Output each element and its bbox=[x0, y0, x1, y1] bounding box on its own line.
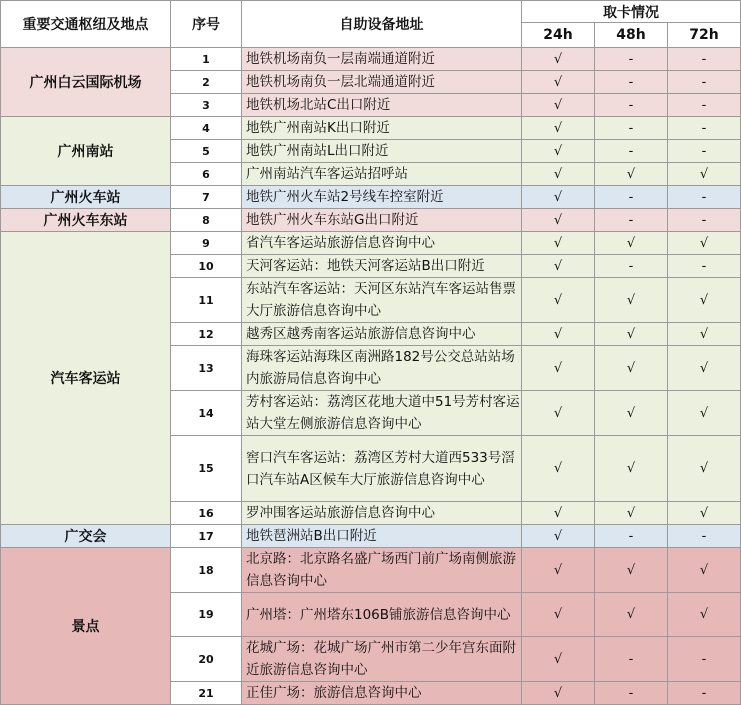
row-24h: √ bbox=[522, 502, 595, 525]
row-address: 广州南站汽车客运站招呼站 bbox=[242, 163, 522, 186]
row-24h: √ bbox=[522, 278, 595, 323]
row-address: 地铁机场北站C出口附近 bbox=[242, 94, 522, 117]
row-address: 地铁广州南站L出口附近 bbox=[242, 140, 522, 163]
row-48h: - bbox=[595, 186, 668, 209]
row-72h: √ bbox=[668, 436, 741, 502]
group-south-station: 广州南站 bbox=[1, 117, 171, 186]
row-48h: - bbox=[595, 71, 668, 94]
row-48h: √ bbox=[595, 593, 668, 637]
row-address: 罗冲围客运站旅游信息咨询中心 bbox=[242, 502, 522, 525]
row-72h: √ bbox=[668, 391, 741, 436]
row-48h: √ bbox=[595, 346, 668, 391]
row-72h: √ bbox=[668, 232, 741, 255]
row-address: 海珠客运站海珠区南洲路182号公交总站站场内旅游局信息咨询中心 bbox=[242, 346, 522, 391]
row-72h: √ bbox=[668, 163, 741, 186]
row-24h: √ bbox=[522, 593, 595, 637]
row-72h: - bbox=[668, 637, 741, 682]
row-48h: - bbox=[595, 48, 668, 71]
row-48h: √ bbox=[595, 163, 668, 186]
row-24h: √ bbox=[522, 391, 595, 436]
row-24h: √ bbox=[522, 323, 595, 346]
group-bus-stations: 汽车客运站 bbox=[1, 232, 171, 525]
row-48h: √ bbox=[595, 502, 668, 525]
row-24h: √ bbox=[522, 71, 595, 94]
row-24h: √ bbox=[522, 117, 595, 140]
row-no: 3 bbox=[171, 94, 242, 117]
row-48h: √ bbox=[595, 548, 668, 593]
row-24h: √ bbox=[522, 140, 595, 163]
row-no: 6 bbox=[171, 163, 242, 186]
row-address: 地铁广州火车东站G出口附近 bbox=[242, 209, 522, 232]
row-72h: - bbox=[668, 94, 741, 117]
group-east-railway-station: 广州火车东站 bbox=[1, 209, 171, 232]
row-48h: - bbox=[595, 209, 668, 232]
row-address: 窖口汽车客运站：荔湾区芳村大道西533号滘口汽车站A区候车大厅旅游信息咨询中心 bbox=[242, 436, 522, 502]
row-24h: √ bbox=[522, 232, 595, 255]
table-row bbox=[1, 209, 741, 232]
row-24h: √ bbox=[522, 163, 595, 186]
row-no: 4 bbox=[171, 117, 242, 140]
row-no: 13 bbox=[171, 346, 242, 391]
row-no: 2 bbox=[171, 71, 242, 94]
group-canton-fair: 广交会 bbox=[1, 525, 171, 548]
row-72h: √ bbox=[668, 323, 741, 346]
row-72h: - bbox=[668, 682, 741, 705]
row-24h: √ bbox=[522, 637, 595, 682]
row-24h: √ bbox=[522, 436, 595, 502]
table-row bbox=[1, 186, 741, 209]
header-24h: 24h bbox=[522, 23, 595, 48]
row-72h: - bbox=[668, 525, 741, 548]
row-72h: - bbox=[668, 48, 741, 71]
header-address: 自助设备地址 bbox=[242, 1, 522, 48]
row-72h: - bbox=[668, 117, 741, 140]
row-address: 广州塔：广州塔东106B铺旅游信息咨询中心 bbox=[242, 593, 522, 637]
table-row bbox=[1, 548, 741, 593]
row-24h: √ bbox=[522, 548, 595, 593]
row-no: 20 bbox=[171, 637, 242, 682]
row-24h: √ bbox=[522, 346, 595, 391]
header-48h: 48h bbox=[595, 23, 668, 48]
row-no: 16 bbox=[171, 502, 242, 525]
row-no: 17 bbox=[171, 525, 242, 548]
row-48h: √ bbox=[595, 436, 668, 502]
row-72h: √ bbox=[668, 593, 741, 637]
row-no: 5 bbox=[171, 140, 242, 163]
row-address: 地铁琶洲站B出口附近 bbox=[242, 525, 522, 548]
row-48h: - bbox=[595, 525, 668, 548]
row-24h: √ bbox=[522, 255, 595, 278]
row-address: 省汽车客运站旅游信息咨询中心 bbox=[242, 232, 522, 255]
row-48h: √ bbox=[595, 278, 668, 323]
row-24h: √ bbox=[522, 48, 595, 71]
row-72h: √ bbox=[668, 502, 741, 525]
row-address: 花城广场：花城广场广州市第二少年宫东面附近旅游信息咨询中心 bbox=[242, 637, 522, 682]
row-72h: √ bbox=[668, 346, 741, 391]
row-48h: √ bbox=[595, 323, 668, 346]
row-address: 正佳广场：旅游信息咨询中心 bbox=[242, 682, 522, 705]
group-scenic-spots: 景点 bbox=[1, 548, 171, 705]
row-72h: - bbox=[668, 71, 741, 94]
row-no: 9 bbox=[171, 232, 242, 255]
table-row bbox=[1, 117, 741, 140]
row-address: 北京路：北京路名盛广场西门前广场南侧旅游信息咨询中心 bbox=[242, 548, 522, 593]
row-48h: - bbox=[595, 637, 668, 682]
row-no: 12 bbox=[171, 323, 242, 346]
row-24h: √ bbox=[522, 186, 595, 209]
row-no: 8 bbox=[171, 209, 242, 232]
group-airport: 广州白云国际机场 bbox=[1, 48, 171, 117]
row-48h: - bbox=[595, 255, 668, 278]
row-address: 越秀区越秀南客运站旅游信息咨询中心 bbox=[242, 323, 522, 346]
row-no: 18 bbox=[171, 548, 242, 593]
header-no: 序号 bbox=[171, 1, 242, 48]
row-no: 15 bbox=[171, 436, 242, 502]
header-row bbox=[1, 1, 741, 23]
row-72h: - bbox=[668, 186, 741, 209]
row-48h: √ bbox=[595, 232, 668, 255]
row-24h: √ bbox=[522, 525, 595, 548]
row-no: 21 bbox=[171, 682, 242, 705]
row-address: 东站汽车客运站：天河区东站汽车客运站售票大厅旅游信息咨询中心 bbox=[242, 278, 522, 323]
row-address: 芳村客运站：荔湾区花地大道中51号芳村客运站大堂左侧旅游信息咨询中心 bbox=[242, 391, 522, 436]
row-24h: √ bbox=[522, 682, 595, 705]
table-row bbox=[1, 48, 741, 71]
row-72h: - bbox=[668, 140, 741, 163]
row-no: 11 bbox=[171, 278, 242, 323]
row-address: 地铁广州火车站2号线车控室附近 bbox=[242, 186, 522, 209]
row-48h: - bbox=[595, 140, 668, 163]
table-row bbox=[1, 525, 741, 548]
row-no: 1 bbox=[171, 48, 242, 71]
row-72h: √ bbox=[668, 548, 741, 593]
header-pickup: 取卡情况 bbox=[522, 1, 741, 23]
row-48h: - bbox=[595, 94, 668, 117]
row-no: 14 bbox=[171, 391, 242, 436]
row-48h: - bbox=[595, 117, 668, 140]
row-72h: √ bbox=[668, 278, 741, 323]
row-72h: - bbox=[668, 209, 741, 232]
row-48h: - bbox=[595, 682, 668, 705]
row-no: 10 bbox=[171, 255, 242, 278]
header-hub: 重要交通枢纽及地点 bbox=[1, 1, 171, 48]
row-24h: √ bbox=[522, 209, 595, 232]
row-24h: √ bbox=[522, 94, 595, 117]
header-72h: 72h bbox=[668, 23, 741, 48]
row-address: 地铁机场南负一层南端通道附近 bbox=[242, 48, 522, 71]
group-railway-station: 广州火车站 bbox=[1, 186, 171, 209]
row-no: 7 bbox=[171, 186, 242, 209]
row-72h: - bbox=[668, 255, 741, 278]
row-address: 地铁广州南站K出口附近 bbox=[242, 117, 522, 140]
row-address: 天河客运站：地铁天河客运站B出口附近 bbox=[242, 255, 522, 278]
table-row bbox=[1, 232, 741, 255]
row-address: 地铁机场南负一层北端通道附近 bbox=[242, 71, 522, 94]
row-48h: √ bbox=[595, 391, 668, 436]
row-no: 19 bbox=[171, 593, 242, 637]
